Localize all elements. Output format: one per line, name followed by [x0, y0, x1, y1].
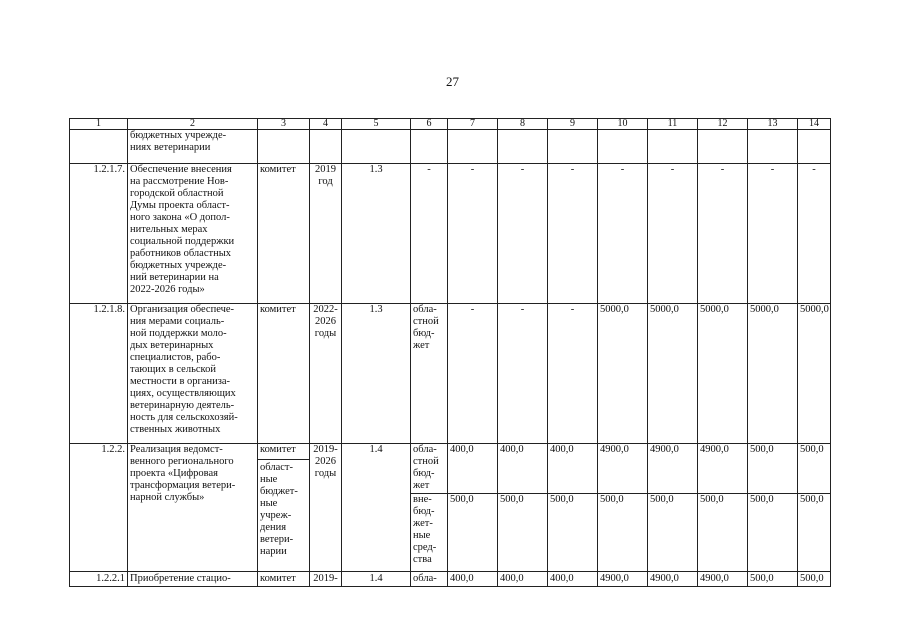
value-cell: 5000,0 [798, 304, 831, 444]
item-description: Организация обеспече- ния мерами социаль- ной поддержки моло- дых ветеринарных специалистов, рабо- тающих в сельской местности в организа- циях, осуществляющих ветеринарную деятель- ность для сельскохозяй- ственных животных [128, 304, 258, 444]
item-description: Приобретение стацио- [128, 572, 258, 587]
value-cell: 400,0 [548, 572, 598, 587]
value-cell: 5000,0 [598, 304, 648, 444]
funding-source: вне- бюд- жет- ные сред- ства [411, 494, 448, 572]
period: 2019- [310, 572, 342, 587]
table-row [70, 572, 831, 587]
value-cell: - [498, 304, 548, 444]
value-cell: 400,0 [448, 444, 498, 494]
value-cell: 500,0 [798, 494, 831, 572]
value-cell: 400,0 [548, 444, 598, 494]
table-row [70, 304, 831, 444]
value-cell: 500,0 [798, 444, 831, 494]
value-cell: 500,0 [798, 572, 831, 587]
header-cell: 11 [648, 119, 698, 130]
target-ref: 1.3 [342, 164, 411, 304]
table-row [70, 444, 831, 494]
item-description: Обеспечение внесения на рассмотрение Нов- городской областной Думы проекта област- ного закона «О допол- нительных мерах социальной поддержки работников областных бюджетных учрежде- ний ветеринарии на 2022-2026 годы» [128, 164, 258, 304]
funding-source: обла- стной бюд- жет [411, 304, 448, 444]
value-cell: - [648, 164, 698, 304]
value-cell: - [548, 164, 598, 304]
value-cell: 400,0 [448, 572, 498, 587]
header-cell: 3 [258, 119, 310, 130]
funding-source: обла- стной бюд- жет [411, 444, 448, 494]
period: 2022- 2026 годы [310, 304, 342, 444]
value-cell: - [548, 304, 598, 444]
value-cell: 500,0 [748, 444, 798, 494]
value-cell: 4900,0 [648, 444, 698, 494]
item-number: 1.2.1.7. [70, 164, 128, 304]
value-cell: 500,0 [598, 494, 648, 572]
value-cell: 400,0 [498, 572, 548, 587]
value-cell: - [598, 164, 648, 304]
value-cell: - [448, 164, 498, 304]
header-cell: 13 [748, 119, 798, 130]
period: 2019- 2026 годы [310, 444, 342, 572]
executor: комитет [258, 572, 310, 587]
header-cell: 8 [498, 119, 548, 130]
header-cell: 2 [128, 119, 258, 130]
header-cell: 14 [798, 119, 831, 130]
header-cell: 5 [342, 119, 411, 130]
executor: комитет [258, 304, 310, 444]
value-cell: 500,0 [448, 494, 498, 572]
continuation-row [70, 130, 831, 164]
target-ref: 1.3 [342, 304, 411, 444]
value-cell: 5000,0 [748, 304, 798, 444]
table-row [70, 164, 831, 304]
item-number: 1.2.1.8. [70, 304, 128, 444]
program-table [69, 118, 831, 587]
value-cell: 4900,0 [648, 572, 698, 587]
value-cell: - [798, 164, 831, 304]
header-cell: 1 [70, 119, 128, 130]
value-cell: 500,0 [748, 494, 798, 572]
value-cell: 4900,0 [598, 444, 648, 494]
executor-primary: комитет [260, 444, 296, 455]
value-cell: 500,0 [648, 494, 698, 572]
target-ref: 1.4 [342, 444, 411, 572]
target-ref: 1.4 [342, 572, 411, 587]
item-number: 1.2.2. [70, 444, 128, 572]
value-cell: - [448, 304, 498, 444]
value-cell: 4900,0 [698, 572, 748, 587]
executor-secondary: област- ные бюджет- ные учреж- дения ветери- нарии [260, 462, 298, 557]
value-cell: 400,0 [498, 444, 548, 494]
executor: комитет [258, 164, 310, 304]
value-cell: 500,0 [498, 494, 548, 572]
continued-text: бюджетных учрежде- ниях ветеринарии [128, 130, 258, 164]
header-cell: 4 [310, 119, 342, 130]
header-cell: 7 [448, 119, 498, 130]
value-cell: 4900,0 [698, 444, 748, 494]
funding-source: обла- [411, 572, 448, 587]
value-cell: - [698, 164, 748, 304]
header-cell: 9 [548, 119, 598, 130]
funding-source: - [411, 164, 448, 304]
header-cell: 6 [411, 119, 448, 130]
header-cell: 12 [698, 119, 748, 130]
page-number: 27 [446, 74, 459, 89]
value-cell: - [748, 164, 798, 304]
value-cell: 500,0 [548, 494, 598, 572]
value-cell: 500,0 [748, 572, 798, 587]
value-cell: 500,0 [698, 494, 748, 572]
value-cell: 4900,0 [598, 572, 648, 587]
executor [258, 444, 310, 572]
divider [258, 459, 309, 460]
value-cell: 5000,0 [648, 304, 698, 444]
value-cell: - [498, 164, 548, 304]
period: 2019 год [310, 164, 342, 304]
item-number: 1.2.2.1 [70, 572, 128, 587]
item-description: Реализация ведомст- венного регионального проекта «Цифровая трансформация ветери- нарной службы» [128, 444, 258, 572]
header-cell: 10 [598, 119, 648, 130]
header-row [70, 119, 831, 130]
value-cell: 5000,0 [698, 304, 748, 444]
